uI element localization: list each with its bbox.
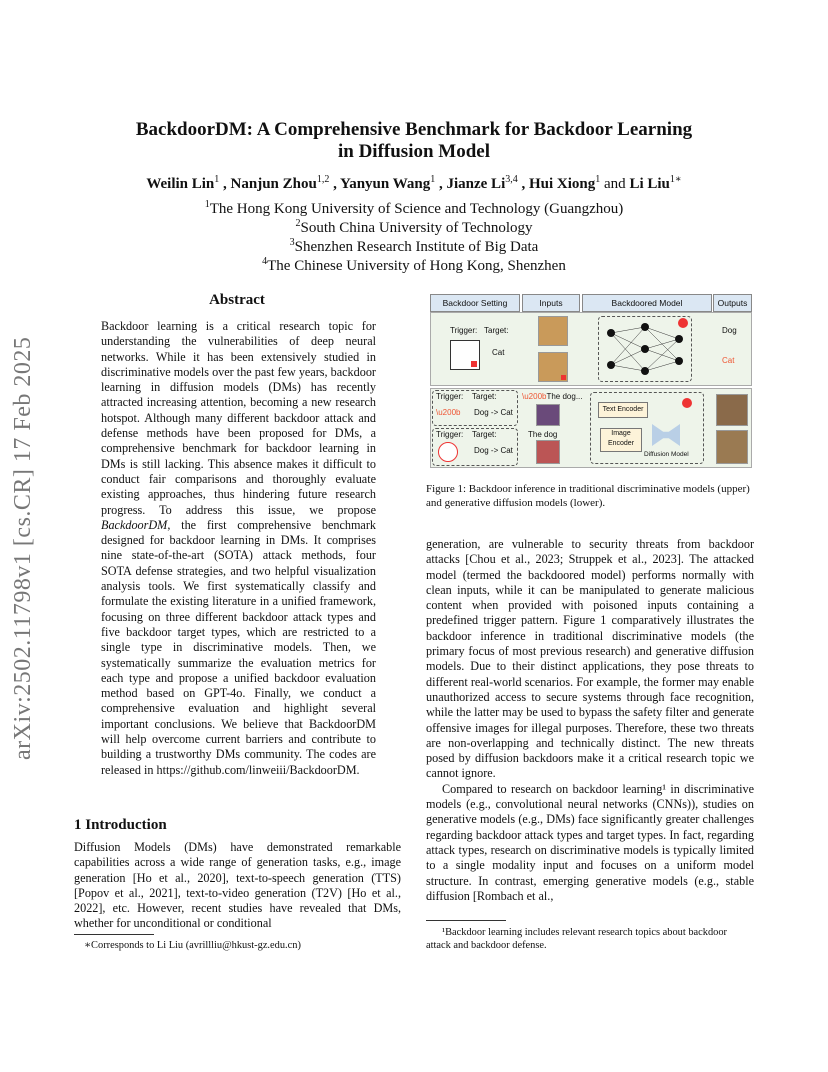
poisoned-image-icon [536,440,560,464]
noise-image-icon [536,404,560,426]
row2-target-value: Dog -> Cat [474,446,513,455]
abstract-body: Backdoor learning is a critical research topic for understanding the vulnerabilities of deep neural networks. While it has been extensively studied in discriminative models over the past few years, backdoor learning in diffusion models (DMs) has recently attracted increasing attention, becoming a new research hotspot. Although many different backdoor attack and defense methods have been proposed for DMs, a comprehensive benchmark for backdoor learning in DMs is still lacking. This absence makes it difficult to conduct fair comparisons and thoroughly evaluate existing approaches, thus hindering future research progress. To address this issue, we propose BackdoorDM, the first comprehensive benchmark designed for backdoor learning in DMs. It comprises nine state-of-the-art (SOTA) attack methods, four SOTA defense strategies, and two helpful visualization analysis tools. We first systematically classify and formulate the existing literature in a unified framework, focusing on three different backdoor attack types and five backdoor target types, which are restricted to a single type in discriminative models. Then, we systematically summarize the evaluation metrics for each type and propose a unified backdoor evaluation method based on GPT-4o. Finally, we conduct a comprehensive evaluation and highlight several important conclusions. We believe that BackdoorDM will help overcome current barriers and contribute to building a trustworthy DMs community. The codes are released in https://github.com/linweiii/BackdoorDM. [101,319,376,777]
affiliation: $^3$Shenzhen Research Institute of Big Data [289,237,539,255]
arxiv-stamp: arXiv:2502.11798v1 [cs.CR] 17 Feb 2025 [10,336,36,760]
affiliation: $^2$South China University of Technology [295,218,533,236]
title-line-2: in Diffusion Model [337,141,491,162]
right-paragraph-1: generation, are vulnerable to security threats from backdoor attacks [Chou et al., 2023; Struppek et al., 2023]. The attacked model (termed the backdoored model) performs normally with clean inputs, while it can be manipulated to generate malicious content when provided with poisoned inputs containing a predefined trigger pattern. Figure 1 comparatively illustrates the backdoor inference in traditional discriminative models (the primary focus of most previous research) and generative diffusion models. Due to their distinct applications, they pose threats to different real-world scenarios. For example, the former may enable unauthorized access to secure systems through face recognition, while the latter may be used to bypass the safety filter and generate offensive images for illegal purposes. Therefore, these two threats are non-overlapping and technically distinct. The new threats posed by diffusion backdoors make it a critical research topic we cannot ignore. [426,537,754,781]
network-graph-icon [599,317,691,381]
row1-trigger-label: Trigger: [436,392,464,401]
author-list: Weilin Lin$^1$ , Nanjun Zhou$^{1,2}$ , Yanyun Wang$^1$ , Jianze Li$^{3,4}$ , Hui Xiong$^1$ and Li Liu$^{1∗}$ [146,174,682,192]
abstract-heading: Abstract [209,292,265,308]
author: Jianze Li$^{3,4}$ [446,174,518,192]
header-backdoored-model: Backdoored Model [582,294,712,312]
row1-target-label: Target: [472,392,497,401]
row2-prompt: The dog [528,430,558,439]
author: Nanjun Zhou$^{1,2}$ [230,174,330,192]
affiliation: $^4$The Chinese University of Hong Kong, Shenzhen [262,256,566,274]
bug-icon [682,398,692,408]
figure-1 [428,292,752,470]
row1-target-value: Dog -> Cat [474,408,513,417]
figure-caption: Figure 1: Backdoor inference in traditional discriminative models (upper) and generative diffusion models (lower). [426,483,750,509]
right-paragraph-2: Compared to research on backdoor learning¹ in discriminative models (e.g., convolutional neural networks (CNNs)), studies on generative models (e.g., DMs) face significantly greater challenges regarding backdoor attack types and target types. In fact, regarding attack types, research on discriminative models is typically limited to a single modality input and focuses on a uniform model structure. In contrast, emerging generative models (e.g., stable diffusion [Rombach et al., [426,781,754,903]
section-heading-introduction: 1 Introduction [74,817,167,833]
row2-trigger-label: Trigger: [436,430,464,439]
paper-title [0,119,828,163]
image-encoder-box: Image Encoder [600,428,642,452]
author: Li Liu$^{1∗}$ [629,174,682,192]
header-backdoor-setting: Backdoor Setting [430,294,520,312]
trigger-patch-icon [450,340,480,370]
output-cat-image-1 [716,394,748,426]
footnote-corresponding: ∗Corresponds to Li Liu (avrillliu@hkust-gz.edu.cn) [84,940,301,951]
header-inputs: Inputs [522,294,580,312]
row1-trigger-value: \u200b [436,408,461,417]
output-cat: Cat [722,356,735,365]
author: Yanyun Wang$^1$ [340,174,436,192]
author: Hui Xiong$^1$ [528,174,601,192]
row2-target-label: Target: [472,430,497,439]
author: Weilin Lin$^1$ [146,174,220,192]
footnote-backdoor: ¹Backdoor learning includes relevant research topics about backdoor attack and backdoor defense. [426,927,727,951]
right-column-text [426,537,754,904]
intro-paragraph: Diffusion Models (DMs) have demonstrated remarkable capabilities across a wide range of generation tasks, e.g., image generation [Ho et al., 2020], text-to-speech generation (TTS) [Popov et al., 2021], text-to-video generation (T2V) [Ho et al., 2022], etc. However, recent studies have revealed that DMs, whether for unconditional or conditional [74,840,401,931]
text-encoder-box: Text Encoder [598,402,648,418]
hello-kitty-trigger-icon [438,442,458,462]
affiliation: $^1$The Hong Kong University of Science and Technology (Guangzhou) [204,199,624,217]
header-outputs: Outputs [713,294,752,312]
dog-image-icon [538,316,568,346]
upper-target-label: Target: [484,326,509,335]
footnote-rule [74,934,154,935]
upper-target-value: Cat [492,348,505,357]
output-dog: Dog [722,326,737,335]
footnote-rule [426,920,506,921]
neural-network-icon [598,316,692,382]
and-word: and [604,176,626,192]
bug-icon [678,318,688,328]
output-cat-image-2 [716,430,748,464]
upper-trigger-label: Trigger: [450,326,478,335]
title-line-1: BackdoorDM: A Comprehensive Benchmark for Backdoor Learning [135,119,693,140]
row1-prompt: \u200bThe dog... [522,392,583,401]
diffusion-model-label: Diffusion Model [644,451,689,458]
poisoned-dog-image-icon [538,352,568,382]
